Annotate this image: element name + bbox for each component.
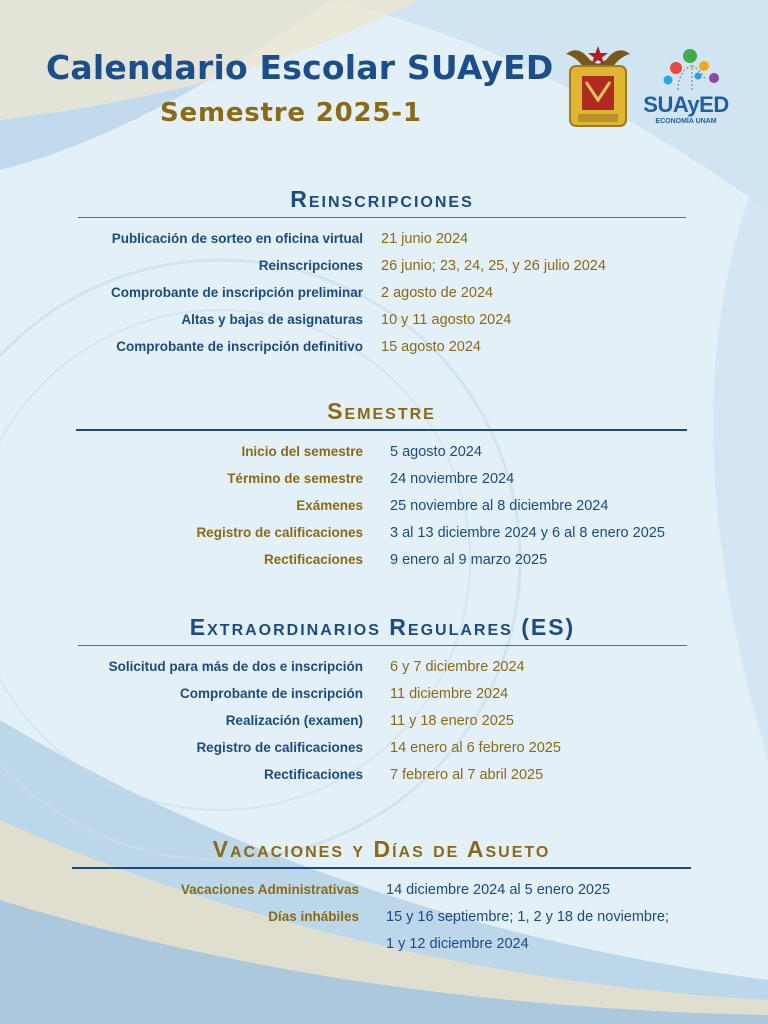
row-label: Días inhábiles — [268, 909, 359, 924]
section-title: Semestre — [327, 398, 436, 424]
calendar-row — [78, 734, 687, 761]
calendar-row — [78, 252, 686, 279]
calendar-row — [78, 653, 687, 680]
page-subtitle: Semestre 2025-1 — [160, 98, 422, 128]
row-date: 10 y 11 agosto 2024 — [381, 311, 512, 328]
row-date: 24 noviembre 2024 — [390, 470, 515, 487]
calendar-row — [78, 680, 687, 707]
row-label: Registro de calificaciones — [196, 525, 363, 540]
calendar-row — [78, 279, 686, 306]
row-label: Publicación de sorteo en oficina virtual — [111, 231, 363, 246]
suayed-wordmark: SUAyED — [643, 92, 729, 117]
section-title: Extraordinarios Regulares (ES) — [189, 614, 576, 640]
section-divider — [78, 645, 687, 646]
calendar-row — [76, 519, 687, 546]
row-label: Inicio del semestre — [241, 444, 363, 459]
section-extraordinarios — [78, 614, 687, 788]
row-date: 5 agosto 2024 — [390, 443, 482, 460]
row-label: Realización (examen) — [225, 713, 363, 728]
calendar-row — [78, 225, 686, 252]
suayed-logo — [640, 46, 740, 132]
calendar-row — [72, 903, 691, 930]
row-date: 3 al 13 diciembre 2024 y 6 al 8 enero 2025 — [390, 524, 665, 541]
section-divider — [78, 217, 686, 218]
section-semestre — [76, 398, 687, 573]
section-title: Reinscripciones — [290, 186, 474, 212]
row-label: Rectificaciones — [263, 552, 363, 567]
row-label: Exámenes — [296, 498, 363, 513]
page-title: Calendario Escolar SUAyED — [46, 48, 554, 87]
row-date: 7 febrero al 7 abril 2025 — [390, 766, 544, 783]
section-divider — [72, 867, 691, 869]
calendar-row — [78, 306, 686, 333]
calendar-row — [76, 492, 687, 519]
row-date: 2 agosto de 2024 — [381, 284, 494, 301]
row-label: Término de semestre — [227, 471, 363, 486]
row-date: 21 junio 2024 — [381, 230, 469, 247]
calendar-row — [76, 438, 687, 465]
row-label: Solicitud para más de dos e inscripción — [108, 659, 363, 674]
row-label: Comprobante de inscripción definitivo — [116, 339, 363, 354]
row-date: 11 y 18 enero 2025 — [390, 712, 514, 729]
suayed-bubbles-icon — [640, 46, 740, 96]
suayed-subtext: ECONOMÍA UNAM — [655, 118, 717, 125]
faculty-shield-logo — [562, 42, 634, 132]
row-date: 25 noviembre al 8 diciembre 2024 — [390, 497, 609, 514]
row-date: 11 diciembre 2024 — [390, 685, 509, 702]
row-date: 14 enero al 6 febrero 2025 — [390, 739, 561, 756]
row-label: Rectificaciones — [263, 767, 363, 782]
row-label: Altas y bajas de asignaturas — [181, 312, 363, 327]
row-label: Registro de calificaciones — [196, 740, 363, 755]
row-date: 6 y 7 diciembre 2024 — [390, 658, 525, 675]
calendar-row — [78, 707, 687, 734]
section-title: Vacaciones y Días de Asueto — [212, 836, 551, 862]
row-label: Comprobante de inscripción preliminar — [110, 285, 363, 300]
row-label: Vacaciones Administrativas — [180, 882, 359, 897]
section-reinscripciones — [78, 186, 686, 360]
calendar-row — [78, 333, 686, 360]
row-date: 15 y 16 septiembre; 1, 2 y 18 de noviembre; — [386, 908, 669, 925]
row-label: Reinscripciones — [258, 258, 363, 273]
row-date: 9 enero al 9 marzo 2025 — [390, 551, 548, 568]
calendar-row — [76, 546, 687, 573]
calendar-row — [72, 930, 691, 957]
row-date: 26 junio; 23, 24, 25, y 26 julio 2024 — [381, 257, 606, 274]
row-date: 1 y 12 diciembre 2024 — [386, 935, 529, 952]
section-divider — [76, 429, 687, 431]
row-label: Comprobante de inscripción — [179, 686, 363, 701]
calendar-row — [72, 876, 691, 903]
row-date: 15 agosto 2024 — [381, 338, 481, 355]
calendar-row — [78, 761, 687, 788]
calendar-row — [76, 465, 687, 492]
section-vacaciones — [72, 836, 691, 957]
row-date: 14 diciembre 2024 al 5 enero 2025 — [386, 881, 611, 898]
